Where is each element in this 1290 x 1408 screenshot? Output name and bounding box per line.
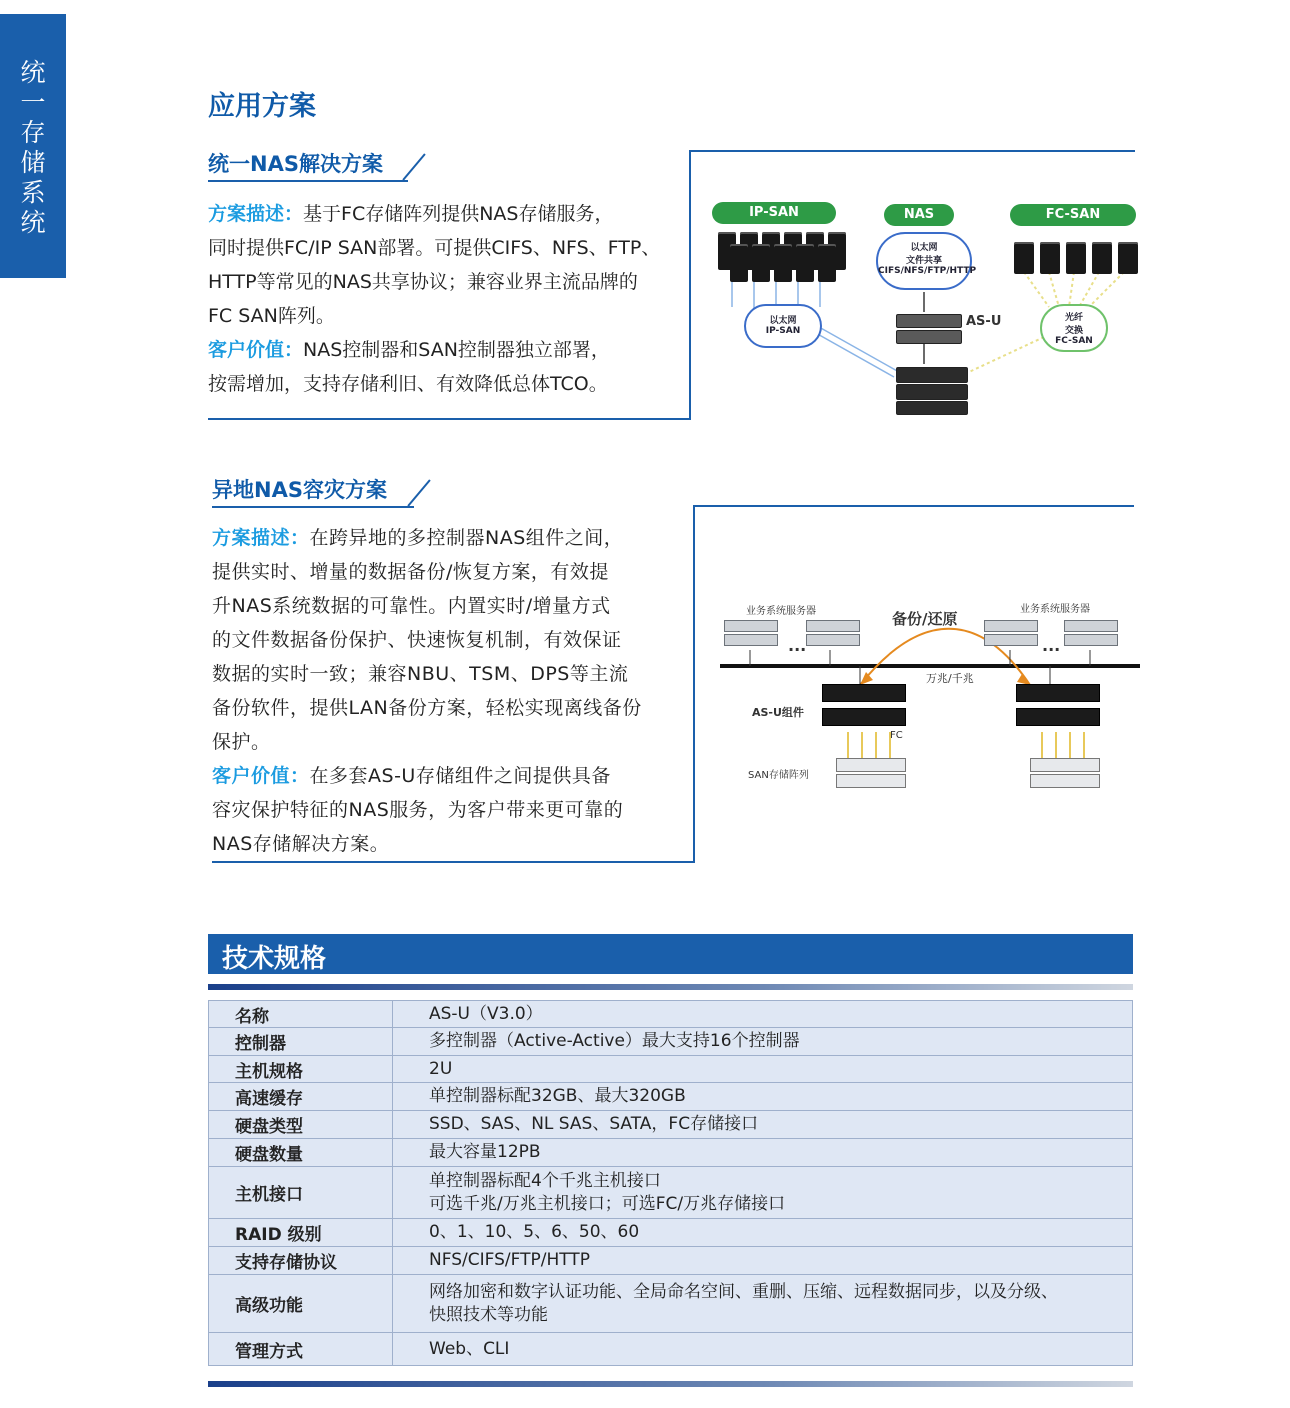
cloud-text: 光纤: [1064, 313, 1083, 323]
nas-label: NAS: [884, 204, 954, 226]
asu-label: AS-U: [966, 314, 1002, 329]
desc-line: 数据的实时一致；兼容NBU、TSM、DPS等主流: [212, 663, 629, 685]
spec-value-line: 快照技术等功能: [429, 1304, 548, 1325]
frame-side: [693, 505, 695, 863]
server-icon: [1014, 242, 1034, 274]
table-row: [209, 1139, 1133, 1167]
network-label: 万兆/千兆: [926, 672, 974, 685]
table-row: [209, 1275, 1133, 1333]
value-label: 客户价值：: [212, 765, 310, 787]
server-icon: [1066, 242, 1086, 274]
spec-title: 技术规格: [222, 944, 327, 974]
side-tab: [0, 14, 66, 278]
title-slash: [407, 479, 430, 506]
server-icon: [1064, 634, 1118, 646]
storage-array-icon: [836, 774, 906, 788]
frame-side: [689, 150, 691, 420]
spec-key: 高速缓存: [209, 1083, 393, 1111]
spec-key: 支持存储协议: [209, 1247, 393, 1275]
side-tab-char: 储: [20, 148, 46, 177]
side-tab-char: 存: [20, 118, 46, 147]
table-row: [209, 1333, 1133, 1366]
cloud-text: IP-SAN: [765, 326, 801, 336]
desc-line: 提供实时、增量的数据备份/恢复方案，有效提: [212, 561, 609, 583]
fc-switch-cloud: [1040, 304, 1108, 352]
server-icon: [1064, 620, 1118, 632]
side-tab-char: 统: [20, 58, 46, 87]
spec-key: 主机规格: [209, 1056, 393, 1083]
disaster-recovery-diagram: [720, 590, 1140, 810]
section2-text: [212, 521, 690, 861]
fc-san-label: FC-SAN: [1010, 204, 1136, 226]
server-icon: [796, 244, 814, 282]
spec-header: [208, 934, 1133, 974]
ellipsis: ...: [788, 636, 807, 655]
table-row: [209, 1247, 1133, 1275]
controller-icon: [1016, 708, 1100, 726]
spec-value: 单控制器标配32GB、最大320GB: [393, 1083, 1133, 1111]
spec-divider: [208, 1381, 1133, 1387]
cloud-text: 以太网: [910, 243, 938, 253]
value-line: 按需增加，支持存储利旧、有效降低总体TCO。: [208, 373, 608, 395]
table-row: [209, 1083, 1133, 1111]
backup-restore-label: 备份/还原: [892, 610, 958, 628]
spec-value-line: 单控制器标配4个千兆主机接口: [429, 1170, 661, 1191]
controller-icon: [822, 708, 906, 726]
spec-key: 管理方式: [209, 1333, 393, 1366]
controller-icon: [896, 330, 962, 344]
server-icon: [984, 620, 1038, 632]
spec-value-line: 网络加密和数字认证功能、全局命名空间、重删、压缩、远程数据同步，以及分级、: [429, 1281, 1058, 1302]
server-icon: [1040, 242, 1060, 274]
spec-table: [208, 1000, 1133, 1366]
storage-array-icon: [1030, 774, 1100, 788]
value-label: 客户价值：: [208, 339, 304, 361]
storage-array-icon: [896, 367, 968, 383]
value-line: NAS控制器和SAN控制器独立部署，: [303, 339, 610, 361]
value-line: NAS存储解决方案。: [212, 833, 390, 855]
table-row: [209, 1219, 1133, 1247]
cloud-text: 交换: [1064, 326, 1083, 336]
table-row: [209, 1028, 1133, 1056]
storage-array-icon: [896, 401, 968, 415]
server-label-left: 业务系统服务器: [746, 606, 816, 617]
spec-key: RAID 级别: [209, 1219, 393, 1247]
spec-key: 控制器: [209, 1028, 393, 1056]
spec-value: Web、CLI: [393, 1333, 1133, 1366]
controller-icon: [896, 314, 962, 328]
fc-label: FC: [890, 730, 903, 741]
server-icon: [724, 634, 778, 646]
asu-component-label: AS-U组件: [752, 706, 804, 719]
server-icon: [774, 244, 792, 282]
spec-value: 2U: [393, 1056, 1133, 1083]
spec-key: 硬盘类型: [209, 1111, 393, 1139]
title-slash: [402, 153, 425, 180]
spec-value: 多控制器（Active-Active）最大支持16个控制器: [393, 1028, 1133, 1056]
desc-line: 在跨异地的多控制器NAS组件之间，: [309, 527, 624, 549]
spec-value-line: 可选千兆/万兆主机接口；可选FC/万兆存储接口: [429, 1193, 786, 1214]
section2-title: 异地NAS容灾方案: [212, 478, 387, 502]
storage-array-icon: [896, 384, 968, 400]
cloud-text: CIFS/NFS/FTP/HTTP: [878, 266, 977, 276]
spec-divider: [208, 984, 1133, 990]
controller-icon: [1016, 684, 1100, 702]
cloud-text: 文件共享: [905, 256, 942, 266]
side-tab-char: 一: [20, 88, 46, 117]
frame-bottom: [208, 418, 691, 420]
spec-key: 高级功能: [209, 1275, 393, 1333]
frame-bottom: [212, 861, 695, 863]
side-tab-char: 统: [20, 208, 46, 237]
title-underline: [208, 180, 408, 182]
desc-line: 基于FC存储阵列提供NAS存储服务，: [303, 203, 614, 225]
server-icon: [752, 244, 770, 282]
desc-line: HTTP等常见的NAS共享协议；兼容业界主流品牌的: [208, 271, 638, 293]
controller-icon: [822, 684, 906, 702]
frame-top: [694, 505, 1134, 507]
spec-key: 硬盘数量: [209, 1139, 393, 1167]
server-icon: [724, 620, 778, 632]
spec-value: 最大容量12PB: [393, 1139, 1133, 1167]
desc-label: 方案描述：: [212, 527, 310, 549]
title-underline: [212, 506, 414, 508]
ellipsis: ...: [1042, 636, 1061, 655]
spec-key: 主机接口: [209, 1167, 393, 1219]
side-tab-char: 系: [20, 178, 46, 207]
desc-line: 备份软件，提供LAN备份方案，轻松实现离线备份: [212, 697, 642, 719]
desc-line: 保护。: [212, 731, 271, 753]
spec-value: AS-U（V3.0）: [393, 1001, 1133, 1028]
table-row: [209, 1056, 1133, 1083]
server-label-right: 业务系统服务器: [1020, 604, 1090, 615]
spec-value: [393, 1275, 1133, 1333]
desc-label: 方案描述：: [208, 203, 304, 225]
spec-key: 名称: [209, 1001, 393, 1028]
ip-san-cloud: [744, 304, 822, 348]
storage-array-icon: [836, 758, 906, 772]
value-line: 在多套AS-U存储组件之间提供具备: [309, 765, 611, 787]
table-row: [209, 1167, 1133, 1219]
table-row: [209, 1111, 1133, 1139]
desc-line: FC SAN阵列。: [208, 305, 335, 327]
page-title: 应用方案: [208, 91, 316, 122]
section1-title: 统一NAS解决方案: [208, 152, 383, 176]
server-icon: [730, 244, 748, 282]
table-row: [209, 1001, 1133, 1028]
spec-value: SSD、SAS、NL SAS、SATA，FC存储接口: [393, 1111, 1133, 1139]
spec-value: NFS/CIFS/FTP/HTTP: [393, 1247, 1133, 1275]
server-icon: [806, 620, 860, 632]
spec-value: [393, 1167, 1133, 1219]
storage-array-icon: [1030, 758, 1100, 772]
nas-architecture-diagram: [704, 192, 1140, 418]
value-line: 容灾保护特征的NAS服务，为客户带来更可靠的: [212, 799, 624, 821]
desc-line: 同时提供FC/IP SAN部署。可提供CIFS、NFS、FTP、: [208, 237, 661, 259]
cloud-text: FC-SAN: [1055, 336, 1093, 346]
san-array-label: SAN存储阵列: [748, 770, 809, 781]
desc-line: 升NAS系统数据的可靠性。内置实时/增量方式: [212, 595, 611, 617]
cloud-text: 以太网: [769, 316, 797, 326]
ip-san-label: IP-SAN: [712, 202, 836, 224]
server-icon: [1118, 242, 1138, 274]
server-icon: [806, 634, 860, 646]
ethernet-cloud: [876, 232, 977, 290]
server-icon: [1092, 242, 1112, 274]
section1-text: [208, 197, 688, 401]
spec-value: 0、1、10、5、6、50、60: [393, 1219, 1133, 1247]
desc-line: 的文件数据备份保护、快速恢复机制，有效保证: [212, 629, 622, 651]
frame-top: [690, 150, 1135, 152]
server-icon: [818, 244, 836, 282]
server-icon: [984, 634, 1038, 646]
